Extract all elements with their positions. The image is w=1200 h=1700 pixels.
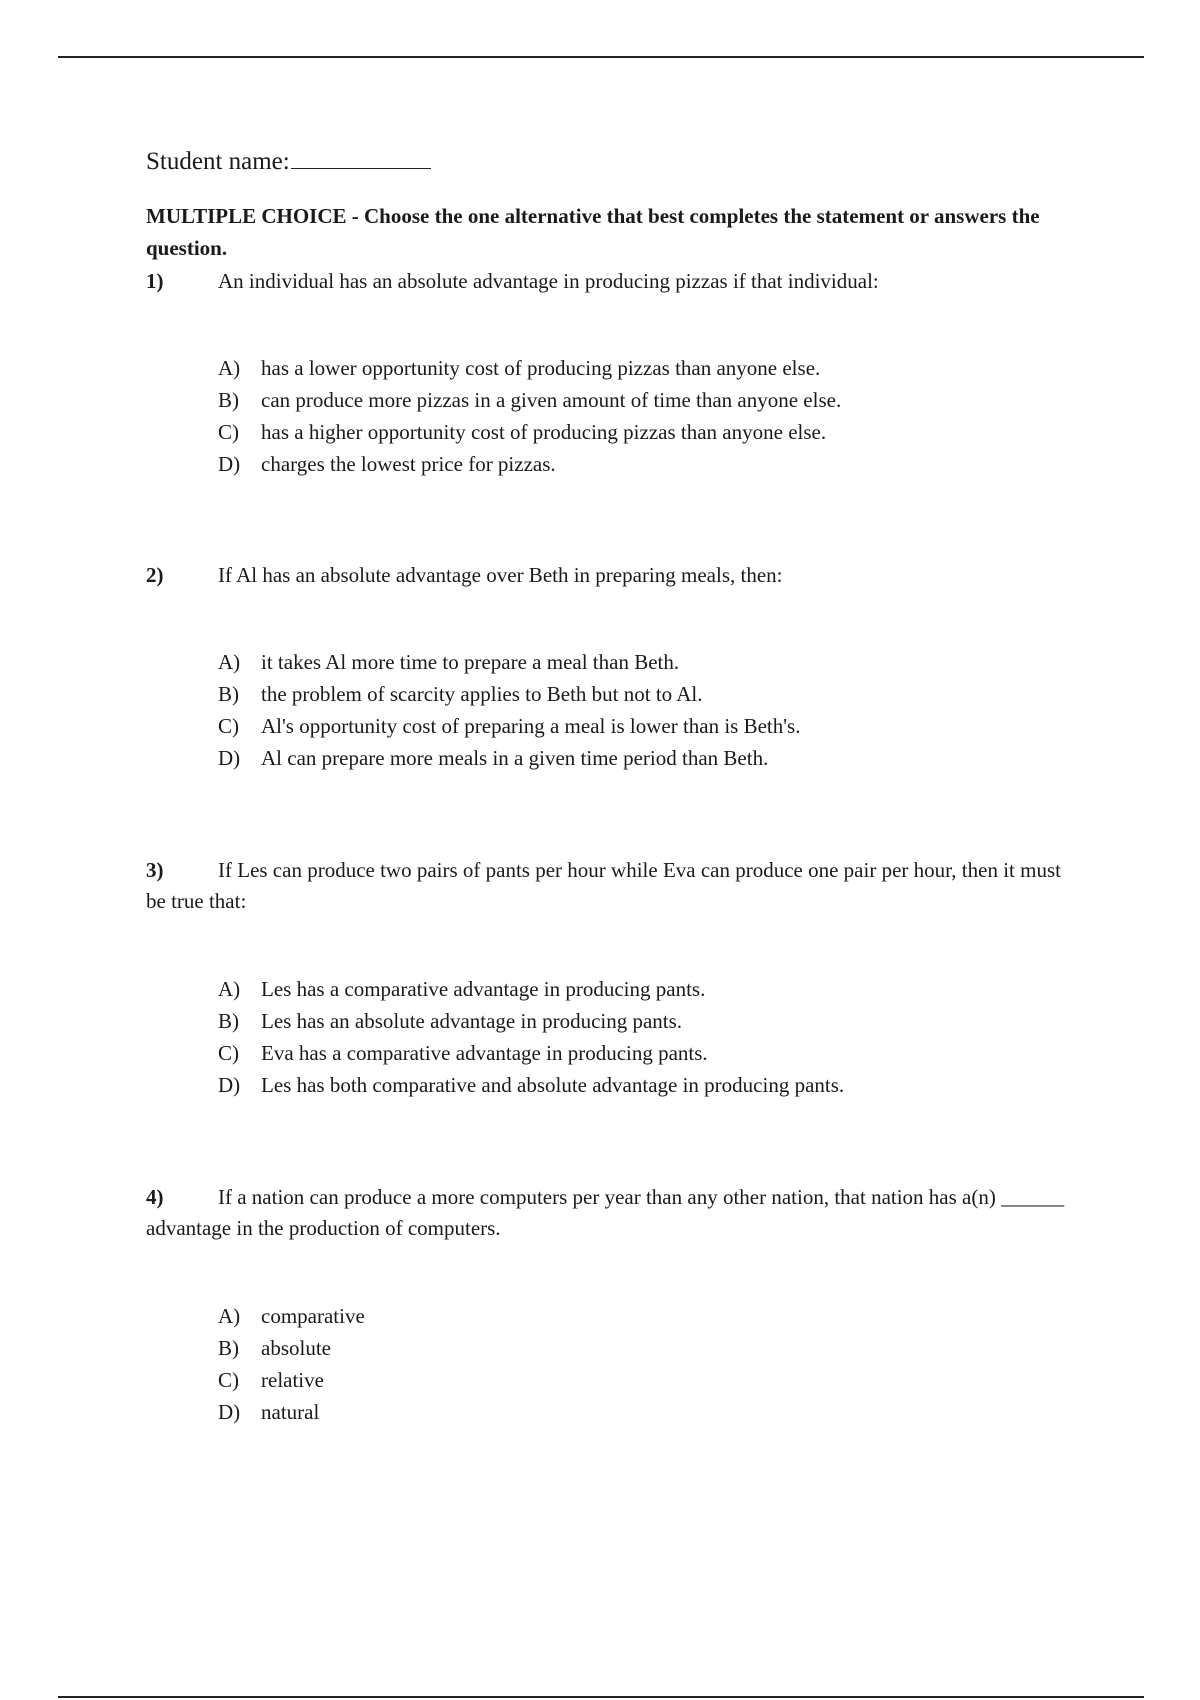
question-text: If a nation can produce a more computers per year than any other nation, that nation has a(n) ______ advantage in the production of computers. bbox=[146, 1185, 1065, 1240]
option-letter: A) bbox=[218, 977, 241, 1001]
option-letter: A) bbox=[218, 356, 241, 380]
option-text: has a lower opportunity cost of producing pizzas than anyone else. bbox=[261, 356, 821, 380]
bottom-rule bbox=[58, 1696, 1144, 1698]
option-text: Al's opportunity cost of preparing a meal is lower than is Beth's. bbox=[261, 714, 801, 738]
top-rule bbox=[58, 56, 1144, 58]
option-text: absolute bbox=[261, 1336, 331, 1360]
option-letter: B) bbox=[218, 682, 239, 706]
option-letter: B) bbox=[218, 1336, 239, 1360]
options-4 bbox=[218, 1300, 365, 1428]
question-number: 2) bbox=[146, 563, 164, 587]
option-a[interactable] bbox=[218, 646, 800, 678]
option-letter: A) bbox=[218, 1304, 241, 1328]
student-name-blank[interactable] bbox=[291, 146, 431, 169]
option-text: charges the lowest price for pizzas. bbox=[261, 452, 556, 476]
option-letter: D) bbox=[218, 1073, 241, 1097]
option-d[interactable] bbox=[218, 742, 800, 774]
option-text: Les has both comparative and absolute advantage in producing pants. bbox=[261, 1073, 845, 1097]
options-1 bbox=[218, 352, 841, 480]
option-letter: D) bbox=[218, 1400, 241, 1424]
option-text: Les has a comparative advantage in producing pants. bbox=[261, 977, 706, 1001]
student-name-label: Student name: bbox=[146, 148, 290, 175]
option-letter: B) bbox=[218, 1009, 239, 1033]
question-3 bbox=[146, 855, 1086, 917]
option-c[interactable] bbox=[218, 416, 841, 448]
question-number: 4) bbox=[146, 1185, 164, 1209]
instructions: MULTIPLE CHOICE - Choose the one alternative that best completes the statement or answers the question. bbox=[146, 204, 1040, 260]
question-text: An individual has an absolute advantage in producing pizzas if that individual: bbox=[218, 269, 879, 293]
option-d[interactable] bbox=[218, 1396, 365, 1428]
option-d[interactable] bbox=[218, 448, 841, 480]
option-a[interactable] bbox=[218, 1300, 365, 1332]
question-text: If Al has an absolute advantage over Beth in preparing meals, then: bbox=[218, 563, 783, 587]
option-text: Eva has a comparative advantage in producing pants. bbox=[261, 1041, 708, 1065]
option-b[interactable] bbox=[218, 1332, 365, 1364]
question-number: 3) bbox=[146, 858, 164, 882]
question-1 bbox=[146, 266, 1086, 297]
option-letter: B) bbox=[218, 388, 239, 412]
option-letter: D) bbox=[218, 746, 241, 770]
student-name-line bbox=[146, 146, 431, 176]
option-letter: C) bbox=[218, 714, 239, 738]
options-2 bbox=[218, 646, 800, 774]
option-letter: D) bbox=[218, 452, 241, 476]
option-text: the problem of scarcity applies to Beth but not to Al. bbox=[261, 682, 703, 706]
option-b[interactable] bbox=[218, 384, 841, 416]
option-text: comparative bbox=[261, 1304, 365, 1328]
question-2 bbox=[146, 560, 1086, 591]
option-b[interactable] bbox=[218, 1005, 844, 1037]
option-text: has a higher opportunity cost of producing pizzas than anyone else. bbox=[261, 420, 827, 444]
question-4 bbox=[146, 1182, 1086, 1244]
option-text: can produce more pizzas in a given amount of time than anyone else. bbox=[261, 388, 842, 412]
option-letter: C) bbox=[218, 1041, 239, 1065]
option-d[interactable] bbox=[218, 1069, 844, 1101]
options-3 bbox=[218, 973, 844, 1101]
question-number: 1) bbox=[146, 269, 164, 293]
option-b[interactable] bbox=[218, 678, 800, 710]
option-a[interactable] bbox=[218, 352, 841, 384]
option-letter: A) bbox=[218, 650, 241, 674]
option-c[interactable] bbox=[218, 1364, 365, 1396]
option-letter: C) bbox=[218, 1368, 239, 1392]
option-text: Al can prepare more meals in a given time period than Beth. bbox=[261, 746, 769, 770]
option-a[interactable] bbox=[218, 973, 844, 1005]
option-c[interactable] bbox=[218, 1037, 844, 1069]
option-text: it takes Al more time to prepare a meal than Beth. bbox=[261, 650, 680, 674]
question-text: If Les can produce two pairs of pants per hour while Eva can produce one pair per hour, then it must be true that: bbox=[146, 858, 1061, 913]
option-letter: C) bbox=[218, 420, 239, 444]
option-text: natural bbox=[261, 1400, 320, 1424]
option-text: relative bbox=[261, 1368, 324, 1392]
option-c[interactable] bbox=[218, 710, 800, 742]
option-text: Les has an absolute advantage in producing pants. bbox=[261, 1009, 683, 1033]
